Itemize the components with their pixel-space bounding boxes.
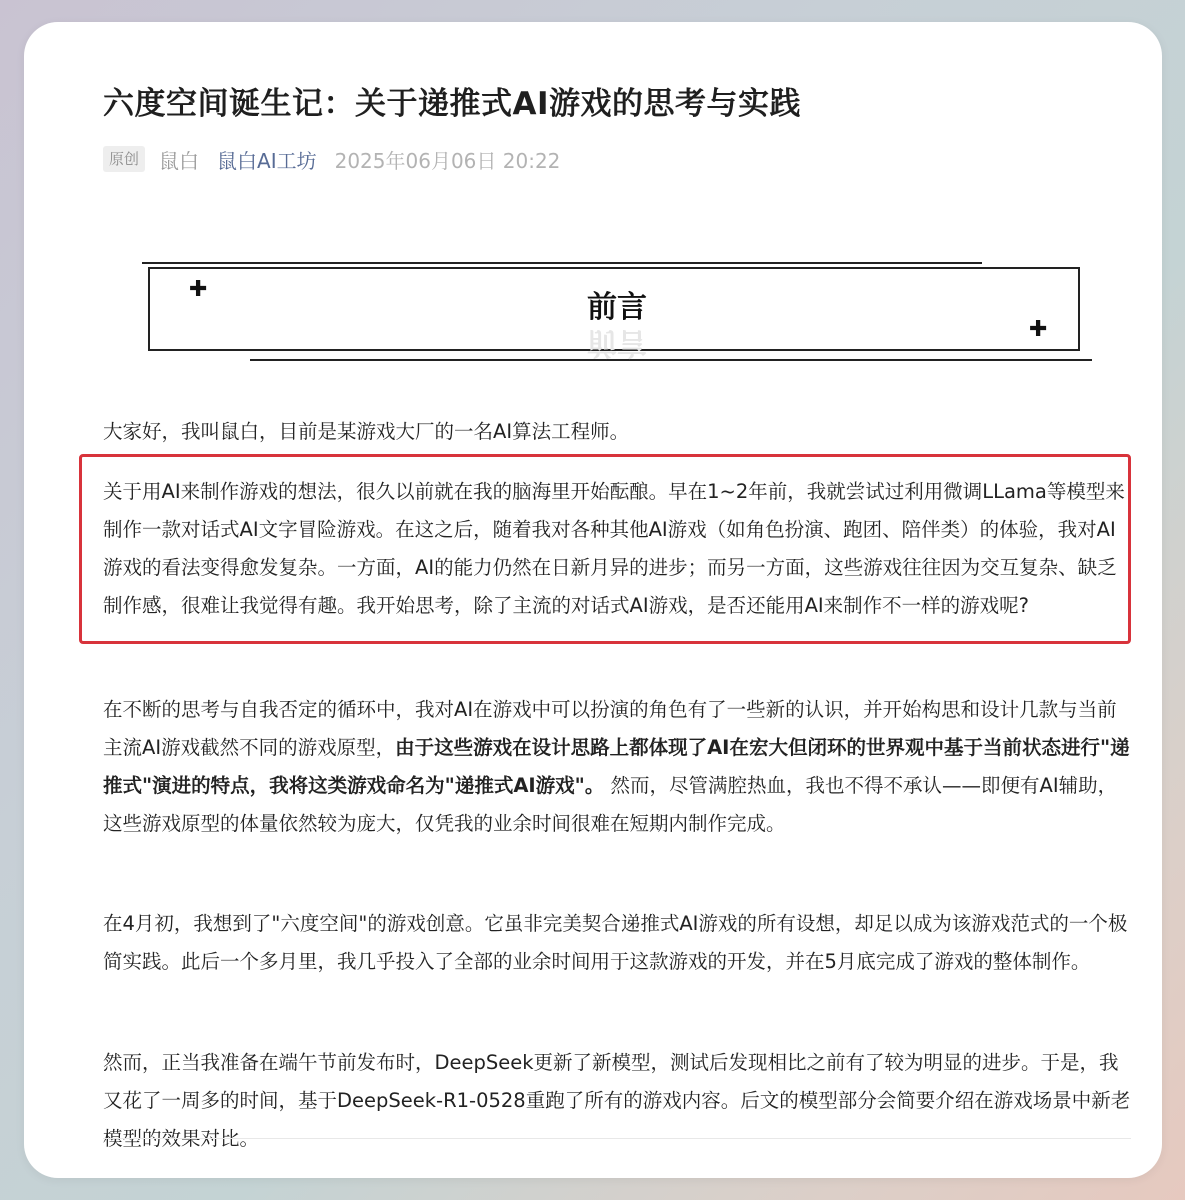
paragraph-then: 然而，正当我准备在端午节前发布时，DeepSeek更新了新模型，测试后发现相比之前有了较为明显的进步。于是，我又花了一周多的时间，基于DeepSeek-R1-0528重跑了所有的游戏内容。后文的模型部分会简要介绍在游戏场景中新老模型的效果对比。 — [103, 1051, 1131, 1150]
paragraph-cycle — [103, 691, 1135, 843]
bottom-divider — [103, 1138, 1131, 1139]
paragraph-cycle-bold: 由于这些游戏在设计思路上都体现了AI在宏大但闭环的世界观中基于当前状态进行"递推式"演进的特点，我将这类游戏命名为"递推式AI游戏"。 — [103, 736, 1130, 797]
article-title: 六度空间诞生记：关于递推式AI游戏的思考与实践 — [103, 86, 802, 122]
heading-rule-bottom — [250, 359, 1092, 361]
author-name: 鼠白 — [159, 148, 200, 173]
paragraph-idea: 关于用AI来制作游戏的想法，很久以前就在我的脑海里开始酝酿。早在1~2年前，我就尝试过利用微调LLama等模型来制作一款对话式AI文字冒险游戏。在这之后，随着我对各种其他AI游戏（如角色扮演、跑团、陪伴类）的体验，我对AI游戏的看法变得愈发复杂。一方面，AI的能力仍然在日新月异的进步；而另一方面，这些游戏往往因为交互复杂、缺乏制作感，很难让我觉得有趣。我开始思考，除了主流的对话式AI游戏，是否还能用AI来制作不一样的游戏呢? — [103, 480, 1125, 617]
article-card — [24, 22, 1162, 1178]
account-link[interactable]: 鼠白AI工坊 — [217, 148, 317, 173]
section-heading — [142, 262, 1092, 362]
section-title: 前言 — [587, 290, 647, 325]
publish-date: 2025年06月06日 20:22 — [334, 148, 561, 173]
plus-icon: ✚ — [1029, 317, 1048, 342]
paragraph-april: 在4月初，我想到了"六度空间"的游戏创意。它虽非完美契合递推式AI游戏的所有设想，却足以成为该游戏范式的一个极简实践。此后一个多月里，我几乎投入了全部的业余时间用于这款游戏的开发，并在5月底完成了游戏的整体制作。 — [103, 912, 1128, 973]
original-badge: 原创 — [103, 146, 145, 172]
paragraph-intro: 大家好，我叫鼠白，目前是某游戏大厂的一名AI算法工程师。 — [103, 420, 630, 443]
heading-rule-top — [142, 262, 982, 264]
paragraph-cycle-text-b: 然而，尽管满腔热血，我也不得不承认——即便有AI辅助，这些游戏原型的体量依然较为庞大，仅凭我的业余时间很难在短期内制作完成。 — [103, 774, 1118, 835]
plus-icon: ✚ — [189, 277, 208, 302]
paragraph-cycle-text-a: 在不断的思考与自我否定的循环中，我对AI在游戏中可以扮演的角色有了一些新的认识，并开始构思和设计几款与当前主流AI游戏截然不同的游戏原型， — [103, 698, 1117, 759]
article-meta — [103, 144, 560, 174]
section-title-reflection: 前言 — [587, 325, 647, 360]
